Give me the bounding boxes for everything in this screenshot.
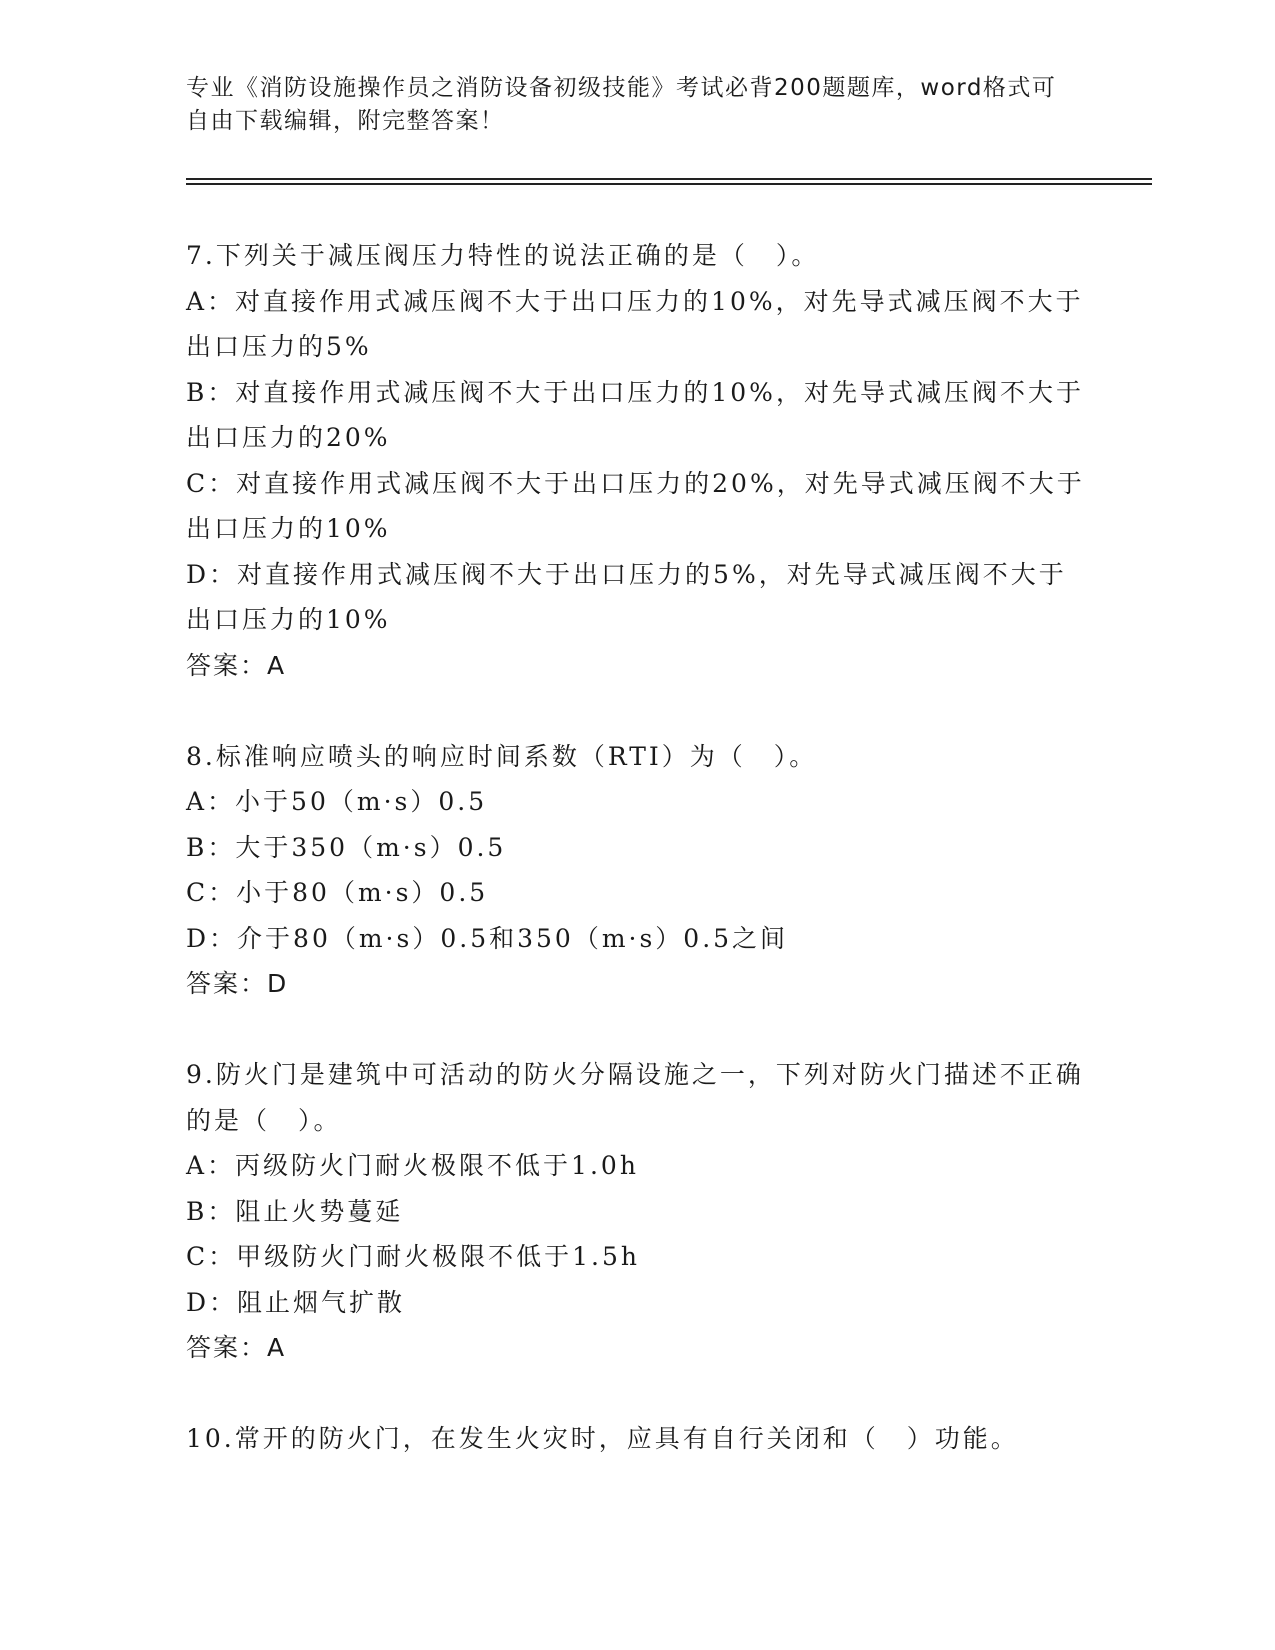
answer-label: 答案：A [186, 650, 287, 680]
answer-label: 答案：A [186, 1333, 287, 1362]
question-list [186, 233, 1086, 1507]
question-stem: 8.标准响应喷头的响应时间系数（RTI）为（ ）。 [186, 741, 818, 771]
document-header [186, 72, 1066, 138]
header-divider-bottom [186, 183, 1152, 185]
option-b: B：阻止火势蔓延 [186, 1196, 404, 1226]
header-divider-top [186, 178, 1152, 180]
option-c: C：对直接作用式减压阀不大于出口压力的20%，对先导式减压阀不大于出口压力的10% [186, 468, 1085, 543]
option-d: D：阻止烟气扩散 [186, 1287, 406, 1317]
question-8 [186, 734, 1086, 1007]
question-stem: 9.防火门是建筑中可活动的防火分隔设施之一，下列对防火门描述不正确的是（ ）。 [186, 1060, 1084, 1135]
option-c: C：小于80（m·s）0.5 [186, 878, 489, 907]
question-9 [186, 1052, 1086, 1371]
question-stem: 10.常开的防火门，在发生火灾时，应具有自行关闭和（ ）功能。 [186, 1424, 1019, 1453]
option-c: C：甲级防火门耐火极限不低于1.5h [186, 1242, 640, 1271]
option-d: D：介于80（m·s）0.5和350（m·s）0.5之间 [186, 923, 789, 953]
option-d: D：对直接作用式减压阀不大于出口压力的5%，对先导式减压阀不大于出口压力的10% [186, 559, 1067, 634]
header-title: 专业《消防设施操作员之消防设备初级技能》考试必背200题题库，word格式可自由下载编辑，附完整答案！ [186, 75, 1057, 134]
question-10 [186, 1416, 1086, 1462]
question-stem: 7.下列关于减压阀压力特性的说法正确的是（ ）。 [186, 241, 820, 270]
option-a: A：小于50（m·s）0.5 [186, 787, 488, 816]
option-a: A：对直接作用式减压阀不大于出口压力的10%，对先导式减压阀不大于出口压力的5% [186, 286, 1084, 361]
option-b: B：对直接作用式减压阀不大于出口压力的10%，对先导式减压阀不大于出口压力的20% [186, 377, 1084, 452]
option-b: B：大于350（m·s）0.5 [186, 832, 507, 862]
answer-label: 答案：D [186, 969, 289, 998]
question-7 [186, 233, 1086, 688]
option-a: A：丙级防火门耐火极限不低于1.0h [186, 1151, 639, 1180]
